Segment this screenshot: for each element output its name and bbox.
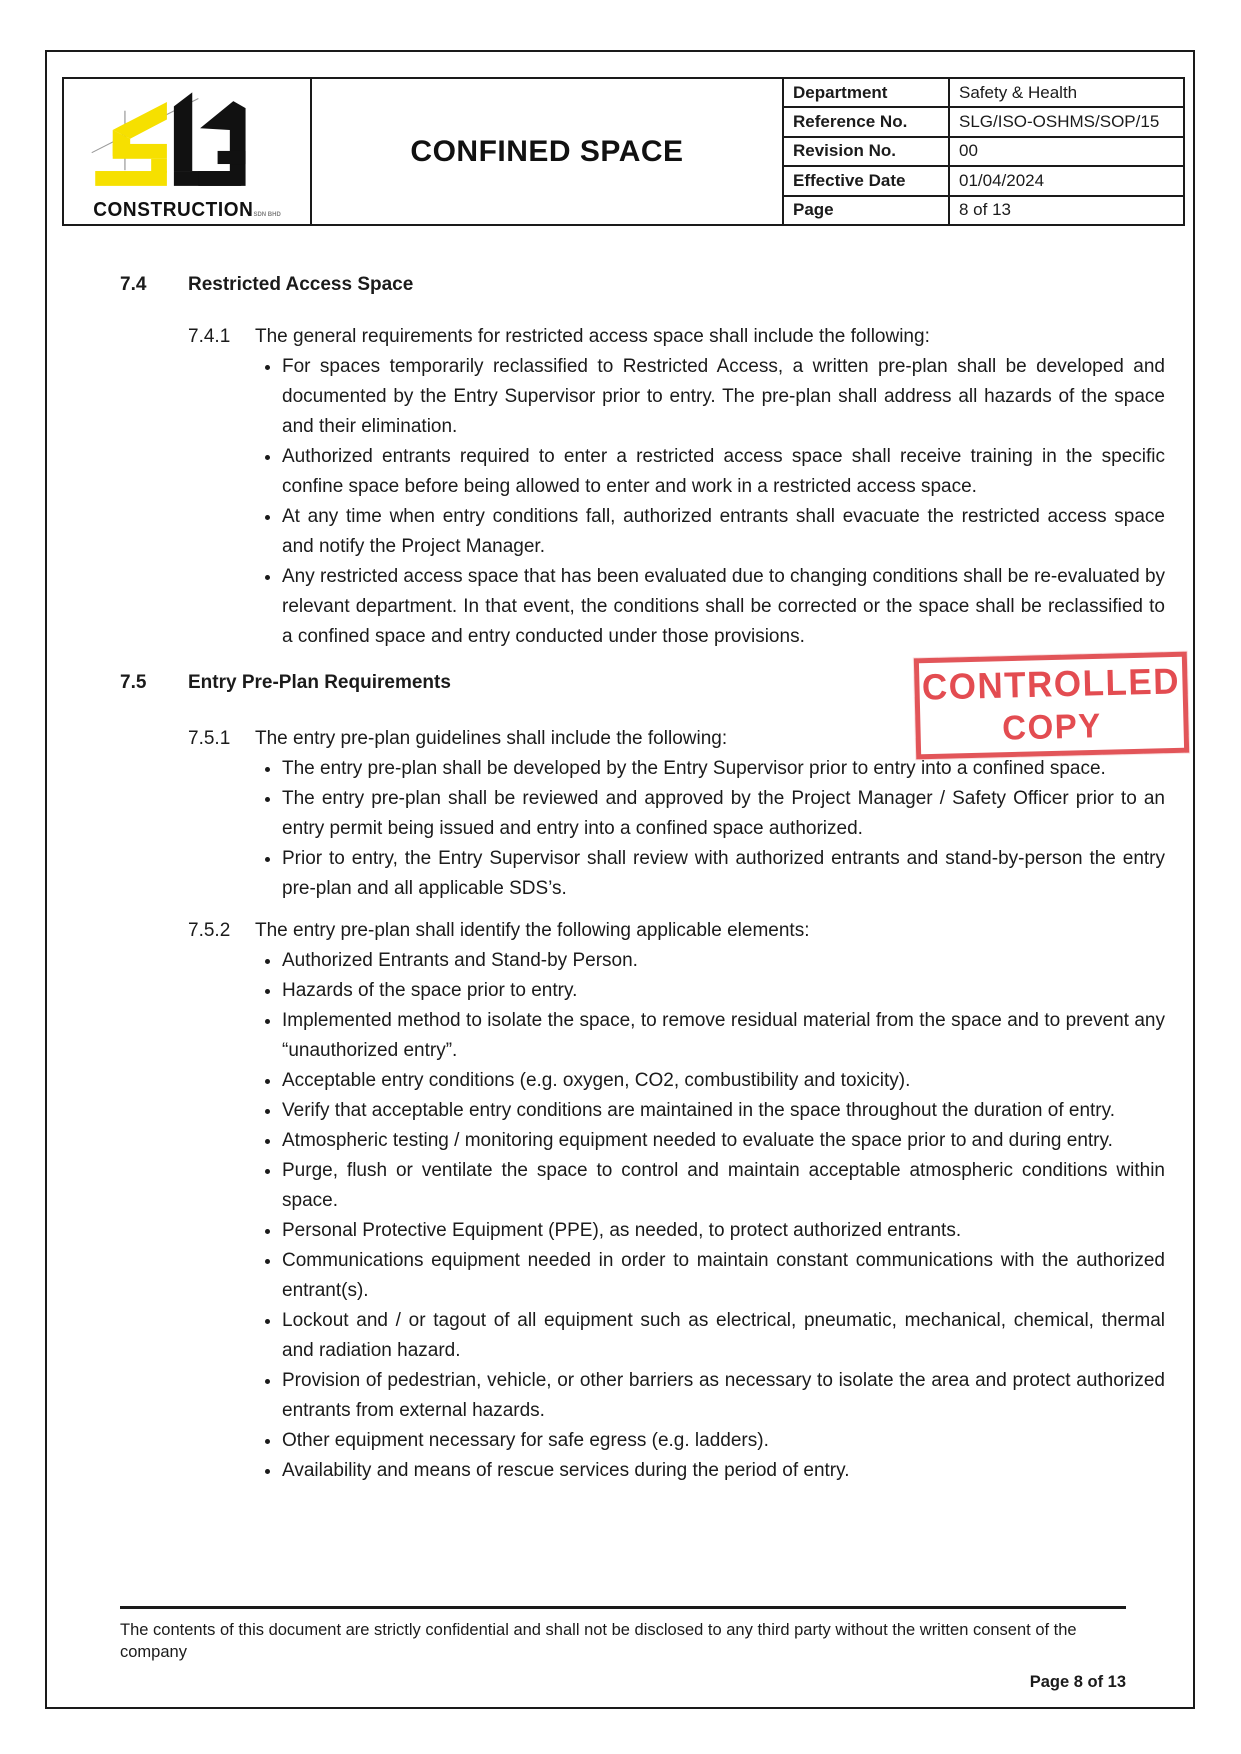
controlled-copy-stamp [914,652,1189,760]
list-item: • Any restricted access space that has been evaluated due to changing conditions shall be re-evaluated by relevant department. In that event, the conditions shall be corrected or the space shall be reclassified to a confined space and entry conducted under those provisions. [282,562,1165,652]
list-item: • Purge, flush or ventilate the space to control and maintain acceptable atmospheric conditions within space. [282,1156,1165,1216]
info-value-revision: 00 [949,137,1184,166]
section-title: Restricted Access Space [188,274,414,295]
page-number: Page 8 of 13 [1029,1673,1126,1691]
section-heading-7-4 [120,270,1165,300]
info-value-page: 8 of 13 [949,196,1184,225]
list-item: • The entry pre-plan shall be reviewed and approved by the Project Manager / Safety Officer prior to an entry permit being issued and entry into a confined space authorized. [282,784,1165,844]
subsection-intro: The entry pre-plan shall identify the following applicable elements: [255,920,810,941]
document-title: CONFINED SPACE [410,134,684,168]
list-item: • Personal Protective Equipment (PPE), as needed, to protect authorized entrants. [282,1216,1165,1246]
footer-divider [120,1606,1126,1609]
header-table [62,77,1185,226]
list-item: • Hazards of the space prior to entry. [282,976,1165,1006]
list-item: • The entry pre-plan shall be developed by the Entry Supervisor prior to entry into a confined space. [282,754,1165,784]
list-item: • For spaces temporarily reclassified to Restricted Access, a written pre-plan shall be developed and documented by the Entry Supervisor prior to entry. The pre-plan shall address all hazards of the space and their elimination. [282,352,1165,442]
slg-logo-icon [85,81,289,199]
subsection-number: 7.5.1 [188,728,231,749]
subsection-intro: The general requirements for restricted access space shall include the following: [255,326,930,347]
info-value-department: Safety & Health [949,78,1184,107]
bullet-list [255,352,1165,652]
title-cell [311,78,783,225]
list-item: • Acceptable entry conditions (e.g. oxygen, CO2, combustibility and toxicity). [282,1066,1165,1096]
document-body [120,270,1165,1486]
list-item: • Availability and means of rescue services during the period of entry. [282,1456,1165,1486]
list-item: • Implemented method to isolate the space, to remove residual material from the space and to prevent any “unauthorized entry”. [282,1006,1165,1066]
table-row [63,78,1184,107]
list-item: • Lockout and / or tagout of all equipment such as electrical, pneumatic, mechanical, chemical, thermal and radiation hazard. [282,1306,1165,1366]
list-item: • Provision of pedestrian, vehicle, or other barriers as necessary to isolate the area and protect authorized entrants from external hazards. [282,1366,1165,1426]
info-label-department: Department [783,78,949,107]
list-item: • Atmospheric testing / monitoring equipment needed to evaluate the space prior to and during entry. [282,1126,1165,1156]
list-item: • Prior to entry, the Entry Supervisor shall review with authorized entrants and stand-by-person the entry pre-plan and all applicable SDS’s. [282,844,1165,904]
subsection-intro: The entry pre-plan guidelines shall include the following: [255,728,728,749]
stamp-line-2: COPY [1001,706,1103,747]
subsection-number: 7.5.2 [188,920,231,941]
confidentiality-notice: The contents of this document are strictly confidential and shall not be disclosed to any third party without the written consent of the company [120,1621,1077,1661]
subsection-7-5-2 [188,916,1165,1486]
info-label-revision: Revision No. [783,137,949,166]
logo-suffix-text: SDN BHD [253,211,281,219]
section-number: 7.4 [120,274,147,295]
subsection-body [255,916,1165,1486]
info-value-effective-date: 01/04/2024 [949,166,1184,195]
info-value-reference: SLG/ISO-OSHMS/SOP/15 [949,107,1184,136]
section-number: 7.5 [120,672,147,693]
list-item: • Authorized Entrants and Stand-by Person. [282,946,1165,976]
info-label-effective-date: Effective Date [783,166,949,195]
subsection-number: 7.4.1 [188,326,231,347]
list-item: • Verify that acceptable entry conditions are maintained in the space throughout the duration of entry. [282,1096,1165,1126]
subsection-7-4-1 [188,322,1165,652]
info-label-reference: Reference No. [783,107,949,136]
company-logo [63,78,311,225]
section-title: Entry Pre-Plan Requirements [188,672,451,693]
stamp-line-1: CONTROLLED [921,661,1181,708]
subsection-body [255,322,1165,652]
bullet-list [255,946,1165,1486]
logo-company-text: CONSTRUCTION [93,199,254,222]
info-label-page: Page [783,196,949,225]
list-item: • Communications equipment needed in order to maintain constant communications with the authorized entrant(s). [282,1246,1165,1306]
list-item: • At any time when entry conditions fall, authorized entrants shall evacuate the restricted access space and notify the Project Manager. [282,502,1165,562]
bullet-list [255,754,1165,904]
list-item: • Other equipment necessary for safe egress (e.g. ladders). [282,1426,1165,1456]
logo-caption [66,199,308,223]
list-item: • Authorized entrants required to enter a restricted access space shall receive training in the specific confine space before being allowed to enter and work in a restricted access space. [282,442,1165,502]
